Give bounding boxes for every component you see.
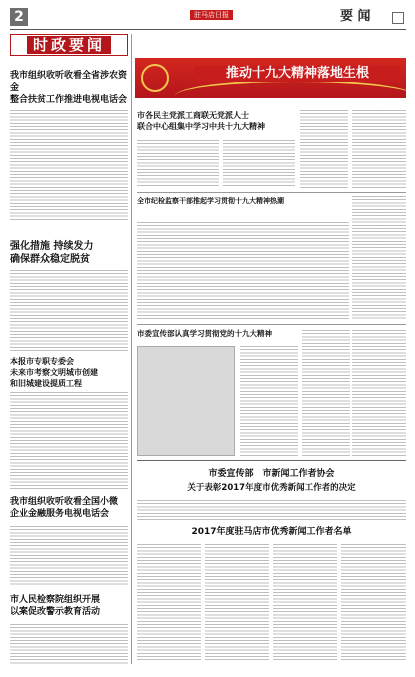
page-number: 2 xyxy=(10,8,28,26)
honor-list-col-4 xyxy=(341,544,406,662)
left-banner-text: 时政要闻 xyxy=(27,36,111,54)
left-article-body-4 xyxy=(10,526,128,586)
logo-text: 驻马店日报 xyxy=(194,11,229,19)
main-article-rule-2 xyxy=(137,324,406,325)
main-article-rule-1 xyxy=(137,192,406,193)
bottom-title-line-2: 关于表彰2017年度市优秀新闻工作者的决定 xyxy=(187,483,356,493)
section-name: 要 闻 xyxy=(340,9,371,24)
honor-list-col-1 xyxy=(137,544,201,662)
main-banner-title: 推动十九大精神落地生根 xyxy=(195,66,400,82)
main-article-title-1: 市各民主党派工商联无党派人士 联合中心组集中学习中共十九大精神 xyxy=(137,111,265,131)
masthead xyxy=(10,8,406,26)
left-article-title-2: 强化措施 持续发力 确保群众稳定脱贫 xyxy=(10,241,94,265)
left-article-body-2 xyxy=(10,270,128,352)
section-mark xyxy=(392,12,404,24)
left-article-title-3: 本报市专职专委会 未来市考察文明城市创建 和旧城建设提质工程 xyxy=(10,357,98,388)
bottom-decision-body xyxy=(137,500,406,520)
main-article-3-col-2 xyxy=(302,330,350,456)
main-article-1-col-1 xyxy=(137,140,219,188)
column-divider xyxy=(131,34,132,664)
main-article-2-side xyxy=(352,196,406,320)
article-3-photo xyxy=(137,346,235,456)
main-article-title-3: 市委宣传部认真学习贯彻党的十九大精神 xyxy=(137,329,272,338)
masthead-logo xyxy=(190,10,233,20)
main-banner xyxy=(135,58,406,98)
left-article-title-4: 我市组织收听收看全国小微 企业金融服务电视电话会 xyxy=(10,497,119,519)
banner-wave xyxy=(175,80,406,98)
left-article-body-5 xyxy=(10,624,128,664)
left-article-title-1: 我市组织收听收看全省涉农资金 整合扶贫工作推进电视电话会 xyxy=(10,71,128,105)
left-article-body-3 xyxy=(10,392,128,490)
bottom-list-title: 2017年度驻马店市优秀新闻工作者名单 xyxy=(191,527,352,537)
party-emblem-icon xyxy=(141,64,169,92)
honor-list-col-3 xyxy=(273,544,337,662)
main-article-title-2: 全市纪检监察干部推起学习贯彻十九大精神热潮 xyxy=(137,197,284,205)
bottom-title-line-1: 市委宣传部 市新闻工作者协会 xyxy=(208,469,335,479)
main-article-1-col-3 xyxy=(300,110,348,188)
main-article-3-col-3 xyxy=(352,330,406,456)
left-banner xyxy=(10,34,128,56)
main-article-3-col-1 xyxy=(240,346,298,456)
main-article-1-col-2 xyxy=(223,140,295,188)
main-article-2-body xyxy=(137,222,349,320)
masthead-rule xyxy=(10,29,406,30)
left-article-title-5: 市人民检察院组织开展 以案促改警示教育活动 xyxy=(10,595,101,617)
main-article-1-col-4 xyxy=(352,110,406,188)
left-column xyxy=(10,34,128,664)
honor-list-col-2 xyxy=(205,544,269,662)
left-article-body-1 xyxy=(10,110,128,222)
main-article-rule-3 xyxy=(137,460,406,461)
